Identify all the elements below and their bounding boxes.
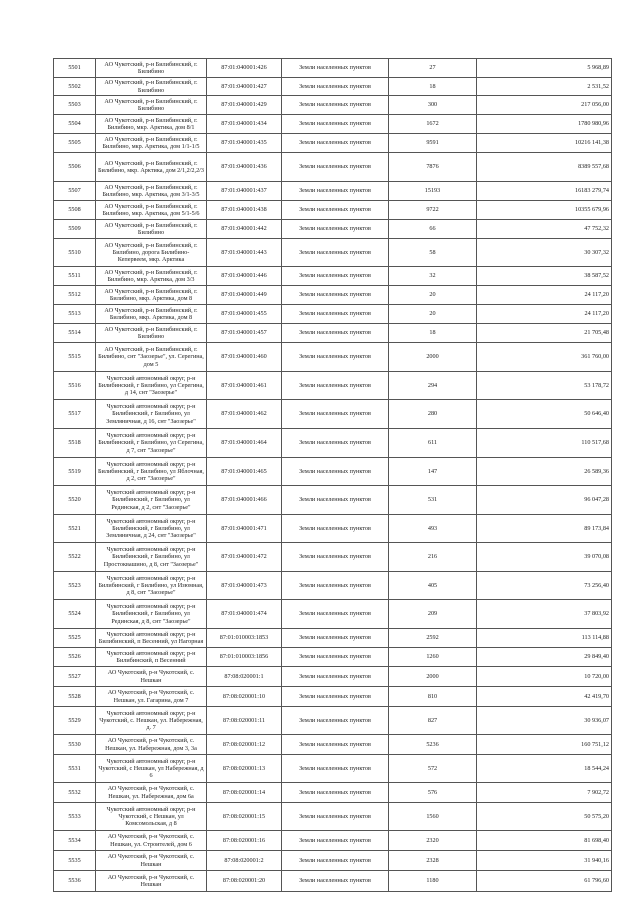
land-plots-table [53,58,612,892]
row-area: 2328 [389,851,477,871]
row-cadastral-number: 87:01:040001:446 [207,267,282,286]
table-row [54,648,612,667]
table-row [54,239,612,267]
row-address: АО Чукотский, р-н Чукотский, с. Нешкан, ул. Набережная, дом 6а [96,783,207,803]
row-number: 5506 [54,153,96,182]
table-row [54,220,612,239]
row-cadastral-value: 2 531,52 [477,78,612,96]
row-cadastral-value: 42 419,70 [477,687,612,707]
row-number: 5524 [54,600,96,629]
row-land-category: Земли населенных пунктов [282,486,389,515]
table-row [54,400,612,429]
row-cadastral-value: 53 178,72 [477,372,612,400]
row-address: АО Чукотский, р-н Билибинский, г. Билибино [96,220,207,239]
row-cadastral-value: 361 760,00 [477,343,612,372]
row-number: 5522 [54,543,96,572]
row-area: 2320 [389,831,477,851]
row-land-category: Земли населенных пунктов [282,543,389,572]
row-address: АО Чукотский, р-н Билибинский, г. Билибино, мкр. Арктика, дом 8/1 [96,115,207,134]
row-land-category: Земли населенных пунктов [282,286,389,305]
row-cadastral-value: 10355 679,96 [477,201,612,220]
table-row [54,372,612,400]
row-land-category: Земли населенных пунктов [282,59,389,78]
row-address: АО Чукотский, р-н Билибинский, г. Билибино, дорога Билибино-Кепервеем, мкр. Арктика [96,239,207,267]
row-address: Чукотский автономный округ, р-н Чукотский, с. Нешкан, ул. Набережная, д. 7 [96,707,207,735]
table-row [54,458,612,486]
row-number: 5504 [54,115,96,134]
row-number: 5525 [54,629,96,648]
row-area: 1180 [389,871,477,892]
row-cadastral-number: 87:01:040001:472 [207,543,282,572]
row-number: 5527 [54,667,96,687]
row-address: АО Чукотский, р-н Билибинский, г. Билибино, мкр. Арктика, дом 2/1,2/2,2/3 [96,153,207,182]
row-cadastral-value: 89 173,84 [477,515,612,543]
row-area: 9591 [389,134,477,153]
row-cadastral-number: 87:01:040001:449 [207,286,282,305]
row-land-category: Земли населенных пунктов [282,648,389,667]
row-address: Чукотский автономный округ, р-н Билибинский, г Билибино, ул Яблочная, д 2, снт "Заозерье" [96,458,207,486]
row-cadastral-number: 87:01:040001:436 [207,153,282,182]
row-cadastral-value: 26 589,36 [477,458,612,486]
row-land-category: Земли населенных пунктов [282,803,389,831]
table-row [54,267,612,286]
row-address: Чукотский автономный округ, р-н Билибинский, г Билибино, ул Рединская, д 2, снт "Заозерье" [96,486,207,515]
row-address: АО Чукотский, р-н Билибинский, г. Билибино [96,324,207,343]
row-cadastral-number: 87:01:010003:1856 [207,648,282,667]
table-row [54,182,612,201]
table-row [54,201,612,220]
row-address: АО Чукотский, р-н Билибинский, г. Билибино [96,78,207,96]
row-cadastral-value: 160 751,12 [477,735,612,755]
row-area: 1560 [389,803,477,831]
row-number: 5534 [54,831,96,851]
row-cadastral-value: 10216 141,38 [477,134,612,153]
row-land-category: Земли населенных пунктов [282,372,389,400]
row-land-category: Земли населенных пунктов [282,239,389,267]
row-area: 58 [389,239,477,267]
row-cadastral-value: 18 544,24 [477,755,612,783]
row-area: 611 [389,429,477,458]
row-land-category: Земли населенных пунктов [282,851,389,871]
table-row [54,515,612,543]
table-row [54,543,612,572]
table-row [54,78,612,96]
row-land-category: Земли населенных пунктов [282,400,389,429]
row-number: 5512 [54,286,96,305]
row-cadastral-value: 24 117,20 [477,305,612,324]
row-cadastral-value: 61 796,60 [477,871,612,892]
table-row [54,707,612,735]
row-cadastral-value: 37 803,92 [477,600,612,629]
table-row [54,831,612,851]
row-address: АО Чукотский, р-н Чукотский, с. Нешкан, ул. Гагарина, дом 7 [96,687,207,707]
row-cadastral-number: 87:08:020001:15 [207,803,282,831]
row-land-category: Земли населенных пунктов [282,871,389,892]
row-address: АО Чукотский, р-н Чукотский, с. Нешкан [96,851,207,871]
row-address: АО Чукотский, р-н Билибинский, г. Билибино, мкр. Арктика, дом 8 [96,305,207,324]
row-cadastral-number: 87:01:040001:473 [207,572,282,600]
row-number: 5519 [54,458,96,486]
row-number: 5509 [54,220,96,239]
table-row [54,134,612,153]
row-number: 5536 [54,871,96,892]
row-land-category: Земли населенных пунктов [282,783,389,803]
row-land-category: Земли населенных пунктов [282,220,389,239]
row-area: 20 [389,305,477,324]
row-address: Чукотский автономный округ, р-н Билибинский, г Билибино, ул Рединская, д 8, снт "Заозерье" [96,600,207,629]
row-area: 827 [389,707,477,735]
row-number: 5532 [54,783,96,803]
row-cadastral-value: 113 114,88 [477,629,612,648]
row-cadastral-value: 7 902,72 [477,783,612,803]
row-cadastral-value: 5 968,89 [477,59,612,78]
row-area: 493 [389,515,477,543]
table-row [54,305,612,324]
row-address: АО Чукотский, р-н Билибинский, г. Билибино [96,96,207,115]
row-cadastral-number: 87:01:040001:455 [207,305,282,324]
table-row [54,286,612,305]
row-cadastral-number: 87:01:040001:460 [207,343,282,372]
row-area: 294 [389,372,477,400]
row-area: 18 [389,78,477,96]
row-cadastral-number: 87:08:020001:20 [207,871,282,892]
table-row [54,96,612,115]
row-area: 209 [389,600,477,629]
row-cadastral-value: 16183 279,74 [477,182,612,201]
row-address: Чукотский автономный округ, р-н Чукотский, с Нешкан, ул Комсомольская, д 8 [96,803,207,831]
table-row [54,115,612,134]
table-row [54,59,612,78]
row-cadastral-number: 87:01:040001:434 [207,115,282,134]
row-address: Чукотский автономный округ, р-н Билибинский, г Билибино, ул Земляничная, д 16, снт "Заозерье" [96,400,207,429]
row-land-category: Земли населенных пунктов [282,707,389,735]
row-address: АО Чукотский, р-н Билибинский, г. Билибино, мкр. Арктика, дом 3/3 [96,267,207,286]
row-address: АО Чукотский, р-н Билибинский, г. Билибино, мкр. Арктика, дом 1/1-1/5 [96,134,207,153]
table-row [54,600,612,629]
row-cadastral-number: 87:01:040001:461 [207,372,282,400]
row-address: АО Чукотский, р-н Чукотский, с. Нешкан [96,871,207,892]
row-address: АО Чукотский, р-н Билибинский, г. Билибино, мкр. Арктика, дом 8 [96,286,207,305]
row-number: 5516 [54,372,96,400]
table-row [54,572,612,600]
row-cadastral-value: 21 705,48 [477,324,612,343]
row-cadastral-number: 87:01:040001:465 [207,458,282,486]
row-cadastral-value: 39 070,08 [477,543,612,572]
row-area: 5236 [389,735,477,755]
row-address: АО Чукотский, р-н Билибинский, г. Билибино, мкр. Арктика, дом 3/1-3/5 [96,182,207,201]
row-number: 5523 [54,572,96,600]
row-address: Чукотский автономный округ, р-н Билибинский, г Билибино, ул Серегина, д 7, снт "Заозерье" [96,429,207,458]
row-area: 300 [389,96,477,115]
row-area: 9722 [389,201,477,220]
row-cadastral-value: 81 698,40 [477,831,612,851]
row-number: 5510 [54,239,96,267]
row-cadastral-number: 87:01:040001:474 [207,600,282,629]
row-number: 5503 [54,96,96,115]
table-row [54,429,612,458]
row-address: АО Чукотский, р-н Билибинский, г. Билибино [96,59,207,78]
row-area: 32 [389,267,477,286]
table-row [54,803,612,831]
row-cadastral-number: 87:08:020001:12 [207,735,282,755]
table-row [54,687,612,707]
row-address: АО Чукотский, р-н Чукотский, с. Нешкан, ул. Набережная, дом 3, 3а [96,735,207,755]
row-cadastral-value: 24 117,20 [477,286,612,305]
row-cadastral-value: 8389 557,68 [477,153,612,182]
table-row [54,486,612,515]
row-area: 576 [389,783,477,803]
table-row [54,324,612,343]
row-address: Чукотский автономный округ, р-н Билибинский, г Билибино, ул Земляничная, д 24, снт "Заозерье" [96,515,207,543]
row-number: 5507 [54,182,96,201]
row-address: Чукотский автономный округ, р-н Билибинский, п Весенний, ул Нагорная [96,629,207,648]
row-land-category: Земли населенных пунктов [282,458,389,486]
row-land-category: Земли населенных пунктов [282,267,389,286]
row-number: 5526 [54,648,96,667]
row-address: Чукотский автономный округ, р-н Билибинский, г Билибино, ул Простоквашино, д 8, снт "Заозерье" [96,543,207,572]
row-cadastral-number: 87:01:040001:437 [207,182,282,201]
row-cadastral-number: 87:01:040001:438 [207,201,282,220]
row-area: 2000 [389,343,477,372]
row-number: 5511 [54,267,96,286]
table-body [54,59,612,892]
row-land-category: Земли населенных пунктов [282,96,389,115]
row-land-category: Земли населенных пунктов [282,735,389,755]
row-land-category: Земли населенных пунктов [282,755,389,783]
row-number: 5514 [54,324,96,343]
table-row [54,851,612,871]
row-cadastral-number: 87:01:040001:466 [207,486,282,515]
row-address: АО Чукотский, р-н Чукотский, с. Нешкан [96,667,207,687]
row-cadastral-number: 87:01:040001:429 [207,96,282,115]
row-land-category: Земли населенных пунктов [282,324,389,343]
table-row [54,755,612,783]
row-cadastral-number: 87:01:040001:471 [207,515,282,543]
row-cadastral-number: 87:01:040001:443 [207,239,282,267]
row-land-category: Земли населенных пунктов [282,687,389,707]
row-cadastral-number: 87:01:040001:457 [207,324,282,343]
row-number: 5517 [54,400,96,429]
row-area: 27 [389,59,477,78]
row-number: 5502 [54,78,96,96]
row-address: АО Чукотский, р-н Билибинский, г. Билибино, мкр. Арктика, дом 5/1-5/6 [96,201,207,220]
row-area: 1672 [389,115,477,134]
row-area: 1260 [389,648,477,667]
row-address: Чукотский автономный округ, р-н Чукотский, с Нешкан, ул Набережная, д 6 [96,755,207,783]
row-cadastral-value: 110 517,68 [477,429,612,458]
row-cadastral-number: 87:01:040001:464 [207,429,282,458]
row-area: 810 [389,687,477,707]
row-area: 2592 [389,629,477,648]
row-cadastral-value: 73 256,40 [477,572,612,600]
row-number: 5521 [54,515,96,543]
row-cadastral-number: 87:08:020001:1 [207,667,282,687]
row-area: 572 [389,755,477,783]
table-row [54,783,612,803]
row-area: 405 [389,572,477,600]
row-cadastral-number: 87:08:020001:13 [207,755,282,783]
row-cadastral-number: 87:08:020001:10 [207,687,282,707]
table-row [54,629,612,648]
row-address: Чукотский автономный округ, р-н Билибинский, г Билибино, ул Серегина, д 14, снт "Заозерье" [96,372,207,400]
row-address: Чукотский автономный округ, р-н Билибинский, г Билибино, ул Изюмная, д 8, снт "Заозерье" [96,572,207,600]
row-number: 5513 [54,305,96,324]
row-area: 216 [389,543,477,572]
row-land-category: Земли населенных пунктов [282,429,389,458]
row-land-category: Земли населенных пунктов [282,115,389,134]
row-cadastral-value: 96 047,28 [477,486,612,515]
table-row [54,735,612,755]
row-land-category: Земли населенных пунктов [282,182,389,201]
row-land-category: Земли населенных пунктов [282,600,389,629]
table-row [54,871,612,892]
row-land-category: Земли населенных пунктов [282,629,389,648]
row-cadastral-value: 217 056,00 [477,96,612,115]
row-land-category: Земли населенных пунктов [282,515,389,543]
row-cadastral-number: 87:01:010003:1853 [207,629,282,648]
row-area: 20 [389,286,477,305]
row-land-category: Земли населенных пунктов [282,78,389,96]
row-number: 5515 [54,343,96,372]
row-cadastral-value: 50 575,20 [477,803,612,831]
row-number: 5533 [54,803,96,831]
row-land-category: Земли населенных пунктов [282,305,389,324]
row-land-category: Земли населенных пунктов [282,153,389,182]
row-number: 5518 [54,429,96,458]
row-area: 280 [389,400,477,429]
row-area: 66 [389,220,477,239]
row-number: 5535 [54,851,96,871]
row-number: 5501 [54,59,96,78]
row-cadastral-value: 30 307,32 [477,239,612,267]
row-cadastral-value: 38 587,52 [477,267,612,286]
row-cadastral-number: 87:01:040001:442 [207,220,282,239]
row-address: АО Чукотский, р-н Билибинский, г. Билибино, снт "Заозерье", ул. Серегина, дом 5 [96,343,207,372]
row-area: 7876 [389,153,477,182]
row-number: 5528 [54,687,96,707]
row-cadastral-number: 87:01:040001:435 [207,134,282,153]
row-cadastral-number: 87:01:040001:462 [207,400,282,429]
row-area: 2000 [389,667,477,687]
row-number: 5530 [54,735,96,755]
row-cadastral-number: 87:08:020001:14 [207,783,282,803]
row-cadastral-value: 30 936,07 [477,707,612,735]
row-cadastral-value: 10 720,00 [477,667,612,687]
row-number: 5520 [54,486,96,515]
row-number: 5508 [54,201,96,220]
row-land-category: Земли населенных пунктов [282,134,389,153]
row-number: 5531 [54,755,96,783]
row-cadastral-number: 87:08:020001:11 [207,707,282,735]
row-land-category: Земли населенных пунктов [282,343,389,372]
row-address: Чукотский автономный округ, р-н Билибинский, п Весенний [96,648,207,667]
row-cadastral-number: 87:01:040001:426 [207,59,282,78]
row-land-category: Земли населенных пунктов [282,201,389,220]
row-number: 5529 [54,707,96,735]
row-cadastral-number: 87:08:020001:16 [207,831,282,851]
row-cadastral-number: 87:08:020001:2 [207,851,282,871]
table-row [54,667,612,687]
row-land-category: Земли населенных пунктов [282,831,389,851]
row-cadastral-value: 50 646,40 [477,400,612,429]
row-area: 531 [389,486,477,515]
row-cadastral-value: 29 849,40 [477,648,612,667]
row-cadastral-value: 1780 980,96 [477,115,612,134]
row-land-category: Земли населенных пунктов [282,572,389,600]
row-land-category: Земли населенных пунктов [282,667,389,687]
row-cadastral-value: 31 940,16 [477,851,612,871]
table-row [54,343,612,372]
row-area: 15193 [389,182,477,201]
row-address: АО Чукотский, р-н Чукотский, с. Нешкан, ул. Строителей, дом 6 [96,831,207,851]
row-cadastral-number: 87:01:040001:427 [207,78,282,96]
table-row [54,153,612,182]
row-area: 18 [389,324,477,343]
row-area: 147 [389,458,477,486]
row-number: 5505 [54,134,96,153]
row-cadastral-value: 47 752,32 [477,220,612,239]
